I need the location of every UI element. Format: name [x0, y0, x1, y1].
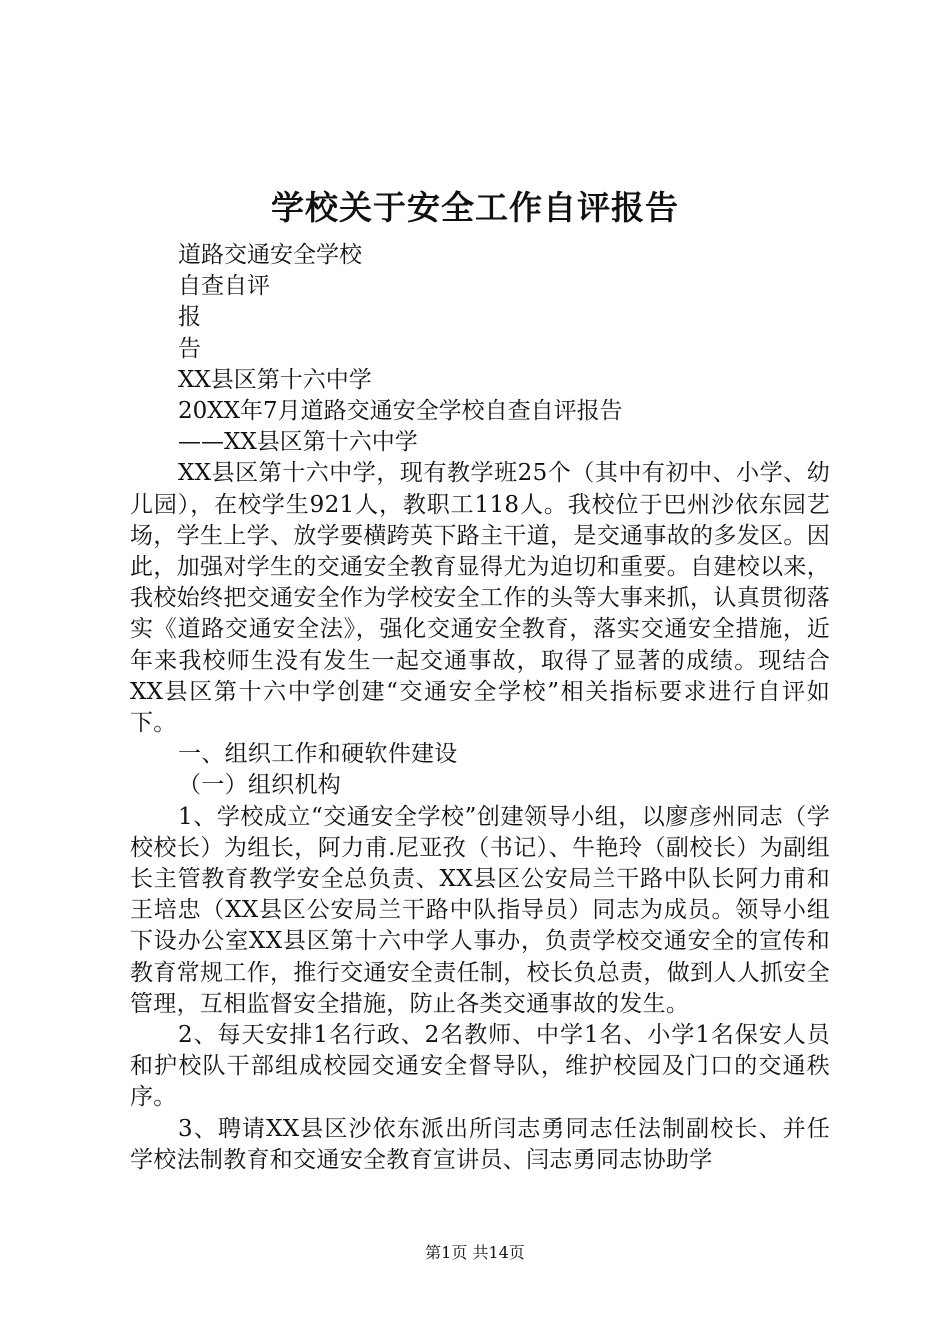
report-date-line: 20XX年7月道路交通安全学校自查自评报告 [178, 397, 623, 424]
item-paragraph-3: 3、聘请XX县区沙依东派出所闫志勇同志任法制副校长、并任学校法制教育和交通安全教育宣讲员、闫志勇同志协助学 [130, 1115, 830, 1173]
header-line: 报 [178, 304, 201, 331]
header-line: 道路交通安全学校 [178, 242, 362, 268]
document-body [130, 240, 830, 1176]
intro-paragraph: XX县区第十六中学，现有教学班25个（其中有初中、小学、幼儿园），在校学生921人，教职工118人。我校位于巴州沙依东园艺场，学生上学、放学要横跨英下路主干道，是交通事故的多发区。因此，加强对学生的交通安全教育显得尤为迫切和重要。自建校以来，我校始终把交通安全作为学校安全工作的头等大事来抓，认真贯彻落实《道路交通安全法》，强化交通安全教育，落实交通安全措施，近年来我校师生没有发生一起交通事故，取得了显著的成绩。现结合XX县区第十六中学创建“交通安全学校”相关指标要求进行自评如下。 [130, 460, 830, 736]
header-line: 告 [178, 335, 201, 362]
section-heading: 一、组织工作和硬软件建设 [178, 741, 458, 768]
author-line: ——XX县区第十六中学 [178, 429, 418, 456]
school-name-line: XX县区第十六中学 [178, 366, 372, 393]
document-title: 学校关于安全工作自评报告 [271, 188, 679, 227]
item-paragraph-2: 2、每天安排1名行政、2名教师、中学1名、小学1名保安人员和护校队干部组成校园交通安全督导队，维护校园及门口的交通秩序。 [130, 1021, 830, 1111]
header-line: 自查自评 [178, 273, 270, 300]
page-number-footer: 第1页 共14页 [425, 1243, 525, 1262]
item-paragraph-1: 1、学校成立“交通安全学校”创建领导小组，以廖彦州同志（学校校长）为组长，阿力甫.尼亚孜（书记）、牛艳玲（副校长）为副组长主管教育教学安全总负责、XX县区公安局兰干路中队长阿力甫和王培忠（XX县区公安局兰干路中队指导员）同志为成员。领导小组下设办公室XX县区第十六中学人事办，负责学校交通安全的宣传和教育常规工作，推行交通安全责任制，校长负总责，做到人人抓安全管理，互相监督安全措施，防止各类交通事故的发生。 [130, 803, 830, 1017]
subsection-heading: （一）组织机构 [178, 772, 342, 799]
